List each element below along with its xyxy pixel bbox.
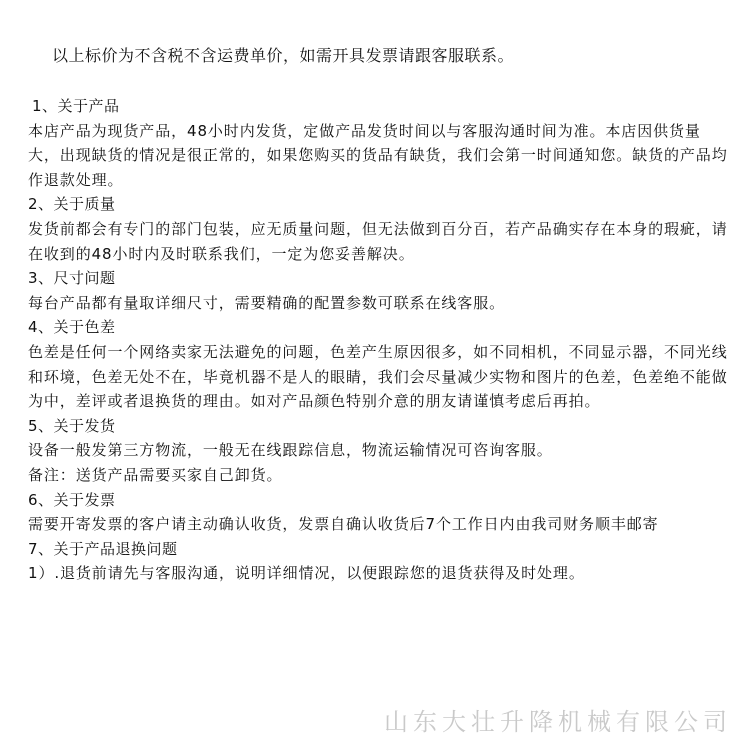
section-text: 1）.退货前请先与客服沟通，说明详细情况，以便跟踪您的退货获得及时处理。 [28, 564, 585, 583]
section-returns [28, 537, 732, 586]
section-text: 色差是任何一个网络卖家无法避免的问题，色差产生原因很多，如不同相机，不同显示器，不同光线和环境，色差无处不在，毕竟机器不是人的眼睛，我们会尽量减少实物和图片的色差，色差绝不能做为中，差评或者退换货的理由。如对产品颜色特别介意的朋友请谨慎考虑后再拍。 [28, 342, 728, 411]
section-text: 需要开寄发票的客户请主动确认收货，发票自确认收货后7个工作日内由我司财务顺丰邮寄 [28, 515, 659, 534]
section-heading: 4、关于色差 [28, 318, 116, 337]
section-heading: 2、关于质量 [28, 195, 116, 214]
section-shipping [28, 414, 732, 488]
section-product [28, 94, 732, 192]
section-quality [28, 192, 732, 266]
company-watermark: 山东大壮升降机械有限公司 [384, 708, 732, 736]
section-heading: 5、关于发货 [28, 416, 116, 435]
section-text: 每台产品都有量取详细尺寸，需要精确的配置参数可联系在线客服。 [28, 293, 506, 312]
section-heading: 6、关于发票 [28, 490, 116, 509]
policy-content [28, 94, 732, 586]
section-heading: 1、关于产品 [32, 97, 120, 115]
section-text: 发货前都会有专门的部门包装，应无质量问题，但无法做到百分百，若产品确实存在本身的瑕疵，请在收到的48小时内及时联系我们，一定为您妥善解决。 [28, 219, 728, 263]
section-color-difference [28, 315, 732, 413]
section-text: 本店产品为现货产品，48小时内发货，定做产品发货时间以与客服沟通时间为准。本店因供货量大，出现缺货的情况是很正常的，如果您购买的货品有缺货，我们会第一时间通知您。缺货的产品均作退款处理。 [28, 121, 728, 189]
section-heading: 7、关于产品退换问题 [28, 539, 178, 558]
pricing-notice: 以上标价为不含税不含运费单价，如需开具发票请跟客服联系。 [52, 46, 515, 65]
section-text: 设备一般发第三方物流，一般无在线跟踪信息，物流运输情况可咨询客服。 [28, 441, 553, 460]
section-heading: 3、尺寸问题 [28, 269, 116, 288]
section-invoice [28, 488, 732, 537]
shipping-note: 备注：送货产品需要买家自己卸货。 [28, 465, 283, 484]
section-size [28, 266, 732, 315]
